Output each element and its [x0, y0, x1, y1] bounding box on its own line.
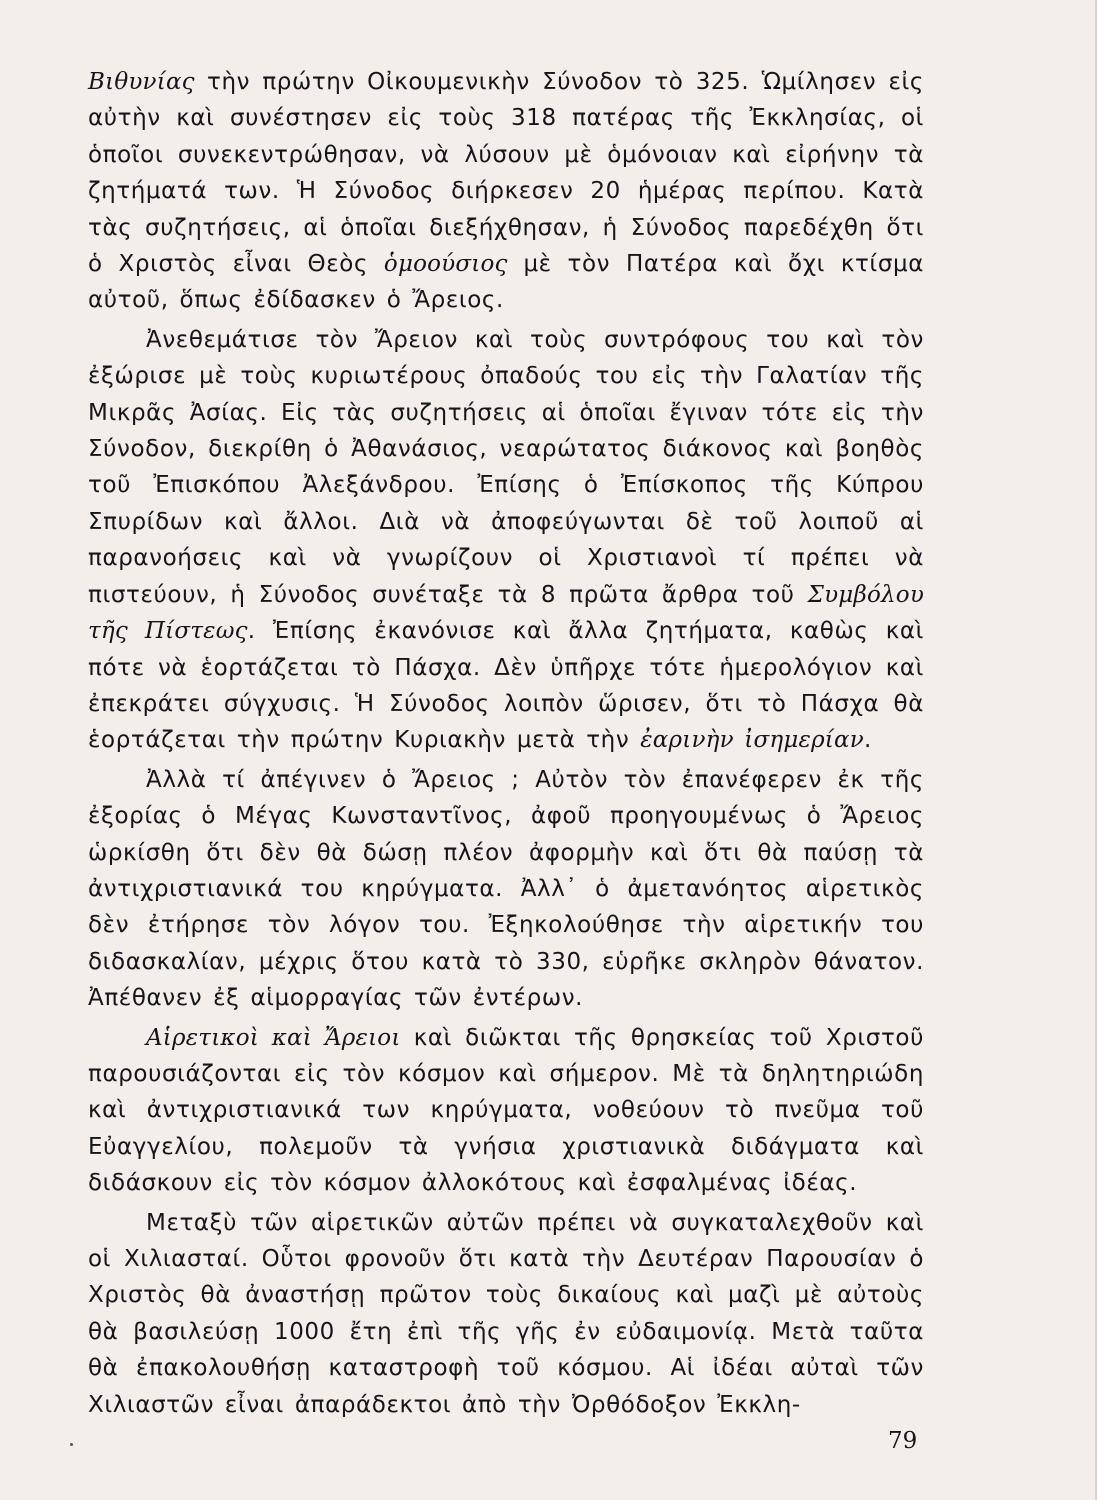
text-span: Αἱρετικοὶ καὶ Ἄρειοι: [146, 1024, 401, 1051]
text-span: Ἀλλὰ τί ἀπέγινεν ὁ Ἄρειος ; Αὐτὸν τὸν ἐπανέφερεν ἐκ τῆς ἐξορίας ὁ Μέγας Κωνσταντῖνος, ἀφοῦ προηγουμένως ὁ Ἄρειος ὡρκίσθη ὅτι δὲν θὰ δώσῃ πλέον ἀφορμὴν καὶ ὅτι θὰ παύσῃ τὰ ἀντιχριστιανικά του κηρύγματα. Ἀλλ᾽ ὁ ἀμετανόητος αἱρετικὸς δὲν ἐτήρησε τὸν λόγον του. Ἐξηκολούθησε τὴν αἱρετικήν του διδασκαλίαν, μέχρις ὅτου κατὰ τὸ 330, εὑρῆκε σκληρὸν θάνατον. Ἀπέθανεν ἐξ αἱμορραγίας τῶν ἐντέρων.: [88, 766, 924, 1012]
paragraph-2: [88, 322, 924, 759]
page-number: 79: [888, 1428, 918, 1454]
paragraph-4: [88, 1020, 924, 1202]
paragraph-1: [88, 64, 924, 319]
text-span: Συμβόλου τῆς Πίστεως: [88, 581, 924, 645]
text-span: τὴν πρώτην Οἰκουμενικὴν Σύνοδον τὸ 325. Ὡμίλησεν εἰς αὐτὴν καὶ συνέστησεν εἰς τοὺς 318 πατέρας τῆς Ἐκκλησίας, οἱ ὁποῖοι συνεκεντρώθησαν, νὰ λύσουν μὲ ὁμόνοιαν καὶ εἰρήνην τὰ ζητήματά των. Ἡ Σύνοδος διήρκεσεν 20 ἡμέρας περίπου. Κατὰ τὰς συζητήσεις, αἱ ὁποῖαι διεξήχθησαν, ἡ Σύνοδος παρεδέχθη ὅτι ὁ Χριστὸς εἶναι Θεὸς: [88, 69, 924, 278]
text-span: .: [863, 727, 872, 754]
print-speck: [70, 1443, 73, 1446]
text-span: μὲ τὸν Πατέρα καὶ ὄχι κτίσμα αὐτοῦ, ὅπως ἐδίδασκεν ὁ Ἄρειος.: [88, 251, 924, 314]
text-span: ὁμοούσιος: [383, 251, 508, 278]
text-span: Μεταξὺ τῶν αἱρετικῶν αὐτῶν πρέπει νὰ συγκαταλεχθοῦν καὶ οἱ Χιλιασταί. Οὗτοι φρονοῦν ὅτι κατὰ τὴν Δευτέραν Παρουσίαν ὁ Χριστὸς θὰ ἀναστήσῃ πρῶτον τοὺς δικαίους καὶ μαζὶ μὲ αὐτοὺς θὰ βασιλεύσῃ 1000 ἔτη ἐπὶ τῆς γῆς ἐν εὐδαιμονίᾳ. Μετὰ ταῦτα θὰ ἐπακολουθήσῃ καταστροφὴ τοῦ κόσμου. Αἱ ἰδέαι αὐταὶ τῶν Χιλιαστῶν εἶναι ἀπαράδεκτοι ἀπὸ τὴν Ὀρθόδοξον Ἐκκλη-: [88, 1209, 924, 1418]
text-span: Ἀνεθεμάτισε τὸν Ἄρειον καὶ τοὺς συντρόφους του καὶ τὸν ἐξώρισε μὲ τοὺς κυριωτέρους ὀπαδούς του εἰς τὴν Γαλατίαν τῆς Μικρᾶς Ἀσίας. Εἰς τὰς συζητήσεις αἱ ὁποῖαι ἔγιναν τότε εἰς τὴν Σύνοδον, διεκρίθη ὁ Ἀθανάσιος, νεαρώτατος διάκονος καὶ βοηθὸς τοῦ Ἐπισκόπου Ἀλεξάνδρου. Ἐπίσης ὁ Ἐπίσκοπος τῆς Κύπρου Σπυρίδων καὶ ἄλλοι. Διὰ νὰ ἀποφεύγωνται δὲ τοῦ λοιποῦ αἱ παρανοήσεις καὶ νὰ γνωρίζουν οἱ Χριστιανοὶ τί πρέπει νὰ πιστεύουν, ἡ Σύνοδος συνέταξε τὰ 8 πρῶτα ἄρθρα τοῦ: [88, 326, 924, 608]
text-span: . Ἐπίσης ἐκανόνισε καὶ ἄλλα ζητήματα, καθὼς καὶ πότε νὰ ἑορτάζεται τὸ Πάσχα. Δὲν ὑπῆρχε τότε ἡμερολόγιον καὶ ἐπεκράτει σύγχυσις. Ἡ Σύνοδος λοιπὸν ὥρισεν, ὅτι τὸ Πάσχα θὰ ἑορτάζεται τὴν πρώτην Κυριακὴν μετὰ τὴν: [88, 618, 924, 754]
text-span: ἐαρινὴν ἰσημερίαν: [640, 727, 864, 754]
paragraph-3: [88, 762, 924, 1017]
text-span: Βιθυνίας: [88, 69, 195, 95]
paragraph-5: [88, 1205, 924, 1423]
page-body: [88, 64, 924, 1423]
text-span: καὶ διῶκται τῆς θρησκείας τοῦ Χριστοῦ παρουσιάζονται εἰς τὸν κόσμον καὶ σήμερον. Μὲ τὰ δηλητηριώδη καὶ ἀντιχριστιανικά των κηρύγματα, νοθεύουν τὸ πνεῦμα τοῦ Εὐαγγελίου, πολεμοῦν τὰ γνήσια χριστιανικὰ διδάγματα καὶ διδάσκουν εἰς τὸν κόσμον ἀλλοκότους καὶ ἐσφαλμένας ἰδέας.: [88, 1024, 925, 1197]
